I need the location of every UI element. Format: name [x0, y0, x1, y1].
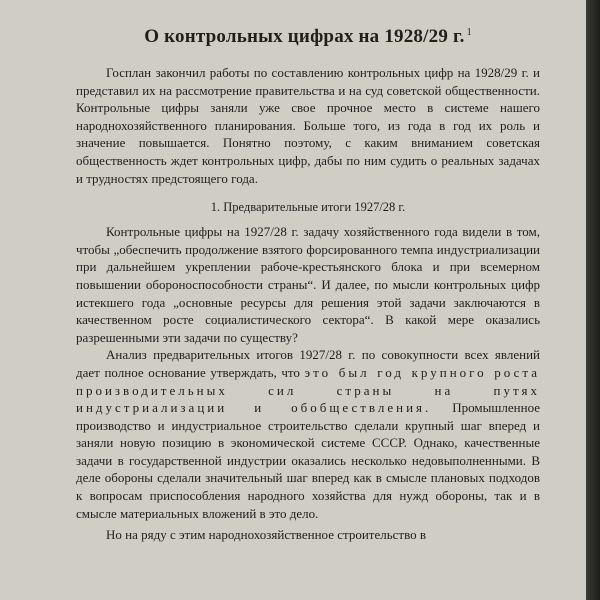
section-paragraph-2 [76, 346, 540, 522]
section-paragraph-3: Но на ряду с этим народнохозяйственное строительство в [106, 527, 427, 543]
footnote-marker: 1 [466, 26, 472, 38]
paragraph-2-text-after: . Промышленное производство и индустриальное строительство сделали крупный шаг вперед и заняли новую позицию в экономической системе СССР. Однако, качественные задачи в государственной индустрии оказались несколько недовыполненными. В деле обороны сделали значительный шаг вперед как в смысле плановых подходов к вопросам приспособления народного хозяйства для нужд обороны, так и в смысле материальных вложений в это дело. [76, 400, 540, 521]
article-title [76, 26, 540, 48]
section-heading: 1. Предварительные итоги 1927/28 г. [210, 200, 406, 215]
intro-paragraph: Госплан закончил работы по составлению контрольных цифр на 1928/29 г. и представил их на рассмотрение правительства и на суд советской общественности. Контрольные цифры заняли уже свое прочное место в системе нашего народнохозяйственного планирования. Больше того, из года в год их роль и значение повышается. Понятно поэтому, с каким вниманием советская общественность ждет контрольных цифр, дабы по ним судить о реальных задачах и трудностях предстоящего года. [76, 65, 540, 186]
paragraph-2-emphasized-text: это был год крупного роста производительных сил страны на путях индустриализации и обобществления [76, 364, 540, 416]
article-title-text: О контрольных цифрах на 1928/29 г. [144, 26, 465, 47]
page-edge-shadow [586, 0, 600, 600]
section-paragraph-1: Контрольные цифры на 1927/28 г. задачу хозяйственного года видели в том, чтобы „обеспечить продолжение взятого форсированного темпа индустриализации при дальнейшем укреплении рабоче-крестьянского блока и при всемерном повышении обороноспособности страны“. И далее, по мысли контрольных цифр истекшего года „основные ресурсы для решения этой задачи заключаются в качественном росте социалистического сектора“. В какой мере оказались разрешенными эти задачи по существу? [76, 224, 540, 345]
paragraph-2-text-before: Анализ предварительных итогов 1927/28 г. по совокупности всех явлений дает полное основание утверждать, что [76, 347, 540, 380]
